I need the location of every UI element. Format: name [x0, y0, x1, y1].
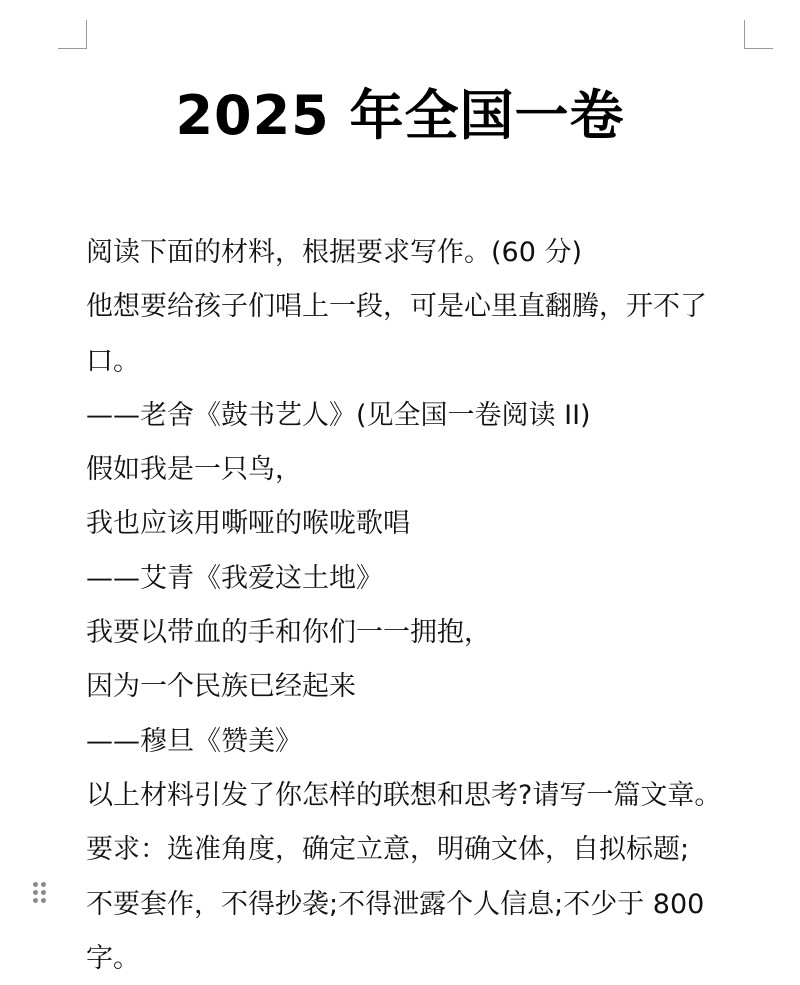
document-title[interactable]: 2025 年全国一卷 [175, 84, 625, 147]
paragraph-line[interactable]: 他想要给孩子们唱上一段，可是心里直翻腾，开不了 [86, 291, 707, 323]
paragraph-line[interactable]: 阅读下面的材料，根据要求写作。(60 分) [86, 237, 583, 268]
paragraph-line[interactable]: 不要套作，不得抄袭;不得泄露个人信息;不少于 800 [86, 888, 705, 920]
drag-handle-icon[interactable] [33, 882, 47, 904]
paragraph-line[interactable]: 假如我是一只鸟， [86, 454, 302, 486]
paragraph-line[interactable]: 字。 [86, 942, 140, 974]
top-left-crop-mark [58, 20, 87, 49]
drag-dot [41, 882, 46, 887]
drag-dot [33, 882, 38, 887]
paragraph-line[interactable]: ——穆旦《赞美》 [86, 725, 302, 757]
paragraph-line[interactable]: ——艾青《我爱这土地》 [86, 562, 383, 594]
drag-dot [33, 890, 38, 895]
paragraph-line[interactable]: 以上材料引发了你怎样的联想和思考?请写一篇文章。 [86, 779, 722, 811]
paragraph-line[interactable]: 因为一个民族已经起来 [86, 671, 356, 703]
drag-dot [33, 898, 38, 903]
paragraph-line[interactable]: 口。 [86, 345, 140, 377]
drag-dot [41, 890, 46, 895]
paragraph-line[interactable]: 要求：选准角度，确定立意，明确文体，自拟标题; [86, 834, 690, 866]
drag-dot [41, 898, 46, 903]
top-right-crop-mark [744, 20, 773, 49]
paragraph-line[interactable]: 我也应该用嘶哑的喉咙歌唱 [86, 508, 410, 540]
paragraph-line[interactable]: ——老舍《鼓书艺人》(见全国一卷阅读 II) [86, 399, 591, 431]
paragraph-line[interactable]: 我要以带血的手和你们一一拥抱， [86, 617, 491, 649]
document-body[interactable] [86, 226, 756, 985]
